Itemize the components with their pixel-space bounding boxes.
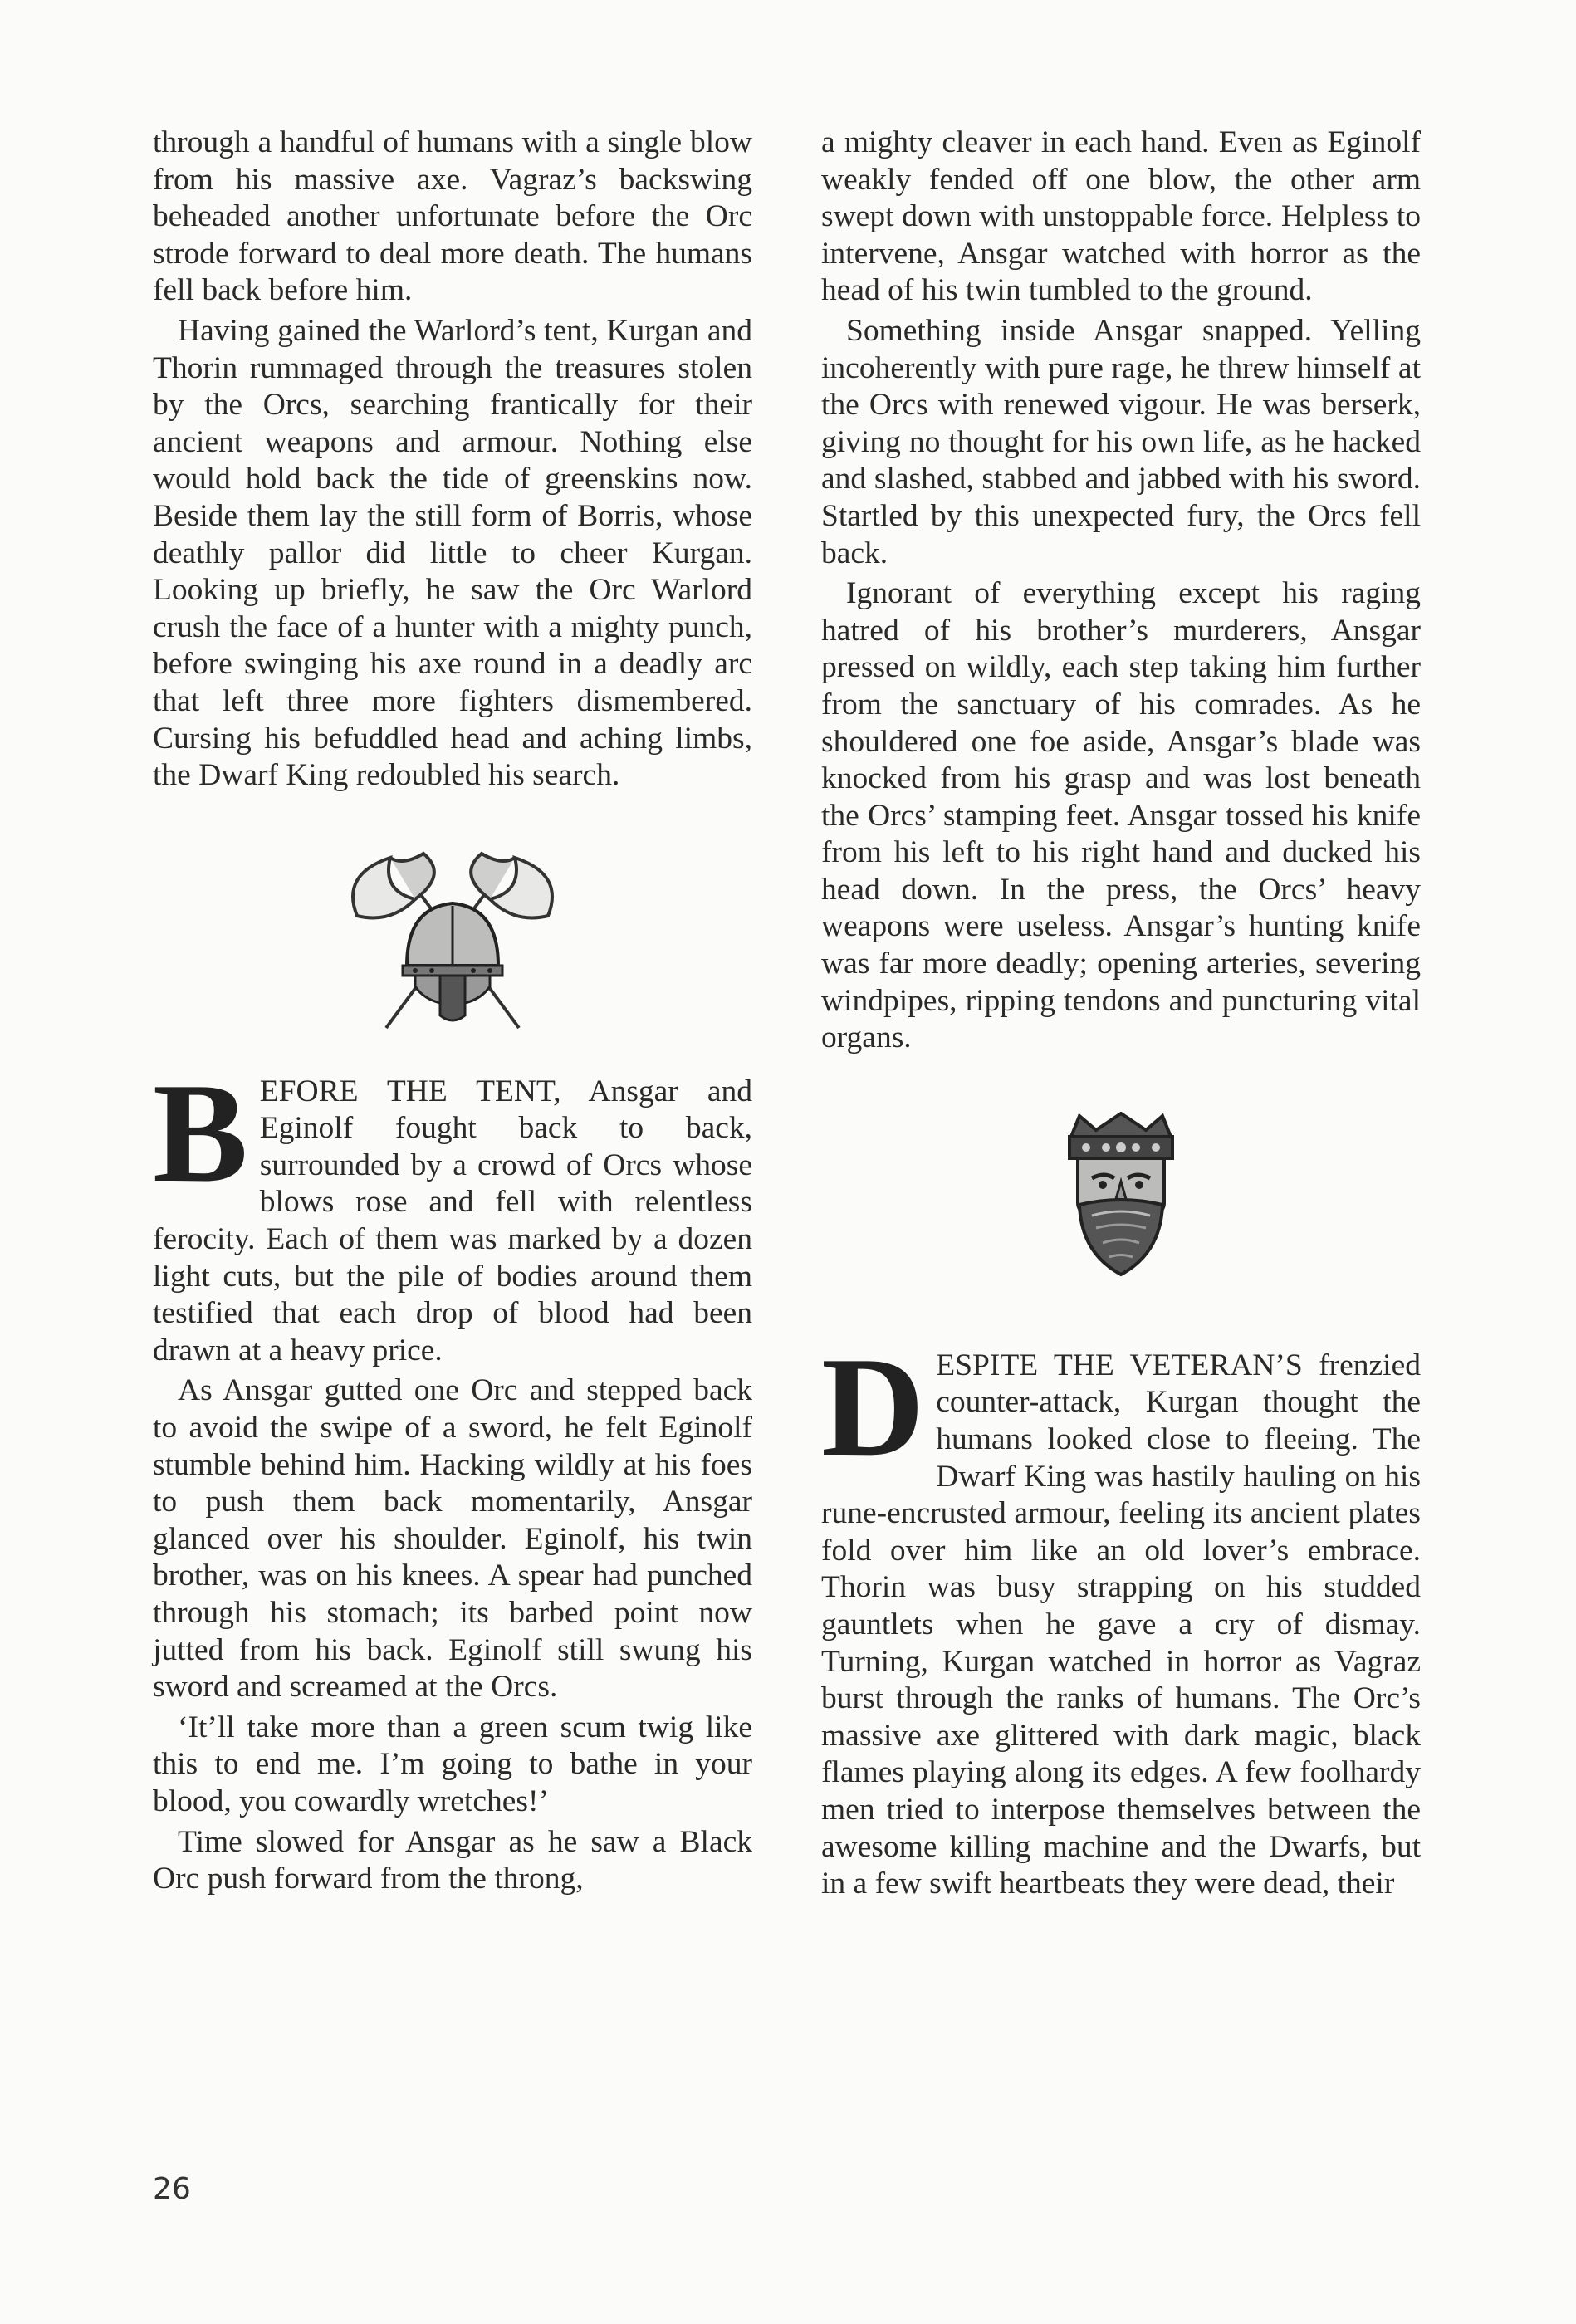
paragraph: Having gained the Warlord’s tent, Kurgan and Thorin rummaged through the treasures stolen by the Orcs, searching frantically for their ancient weapons and armour. Nothing else would hold back the tide of greenskins now. Beside them lay the still form of Borris, whose deathly pallor did little to cheer Kurgan. Looking up briefly, he saw the Orc Warlord crush the face of a hunter with a mighty punch, before swinging his axe round in a deadly arc that left three more fighters dismembered. Cursing his befuddled head and aching limbs, the Dwarf King redoubled his search. xyxy=(153,313,752,793)
page-number: 26 xyxy=(153,2172,191,2206)
bearded-dwarf-head-icon xyxy=(1055,1112,1187,1278)
right-column xyxy=(821,125,1421,1906)
small-caps-lead: ESPITE THE VETERAN’S xyxy=(936,1348,1303,1382)
paragraph: ‘It’ll take more than a green scum twig like this to end me. I’m going to bathe in your blood, you cowardly wretches!’ xyxy=(153,1710,752,1818)
drop-cap: B xyxy=(153,1054,248,1212)
paragraph: through a handful of humans with a single blow from his massive axe. Vagraz’s backswing beheaded another unfortunate before the Orc strode forward to deal more death. The humans fell back before him. xyxy=(153,125,752,308)
paragraph: As Ansgar gutted one Orc and stepped back to avoid the swipe of a sword, he felt Eginolf stumble behind him. Hacking wildly at his foes to push them back momentarily, Ansgar glanced over his shoulder. Eginolf, his twin brother, was on his knees. A spear had punched through his stomach; its barbed point now jutted from his back. Eginolf still swung his sword and screamed at the Orcs. xyxy=(153,1373,752,1705)
paragraph: Something inside Ansgar snapped. Yelling incoherently with pure rage, he threw himself at the Orcs with renewed vigour. He was berserk, giving no thought for his own life, as he hacked and slashed, stabbed and jabbed with his sword. Startled by this unexpected fury, the Orcs fell back. xyxy=(821,313,1421,570)
paragraph-with-dropcap xyxy=(153,1054,752,1370)
paragraph: Time slowed for Ansgar as he saw a Black Orc push forward from the throng, xyxy=(153,1824,752,1896)
drop-cap: D xyxy=(821,1328,925,1486)
left-column xyxy=(153,125,752,1901)
paragraph-text: frenzied counter-attack, Kurgan thought the humans looked close to fleeing. The Dwarf King was hastily hauling on his rune-encrusted armour, feeling its ancient plates fold over him like an old lover’s embrace. Thorin was busy strapping on his studded gauntlets when he gave a cry of dismay. Turning, Kurgan watched in horror as Vagraz burst through the ranks of humans. The Orc’s massive axe glittered with dark magic, black flames playing along its edges. A few foolhardy men tried to interpose themselves between the awesome killing machine and the Dwarfs, but in a few swift heartbeats they were dead, their xyxy=(821,1348,1421,1901)
crossed-axes-helmet-icon xyxy=(324,849,581,1040)
paragraph-with-dropcap xyxy=(821,1328,1421,1903)
paragraph-text: Ansgar and Eginolf fought back to back, surrounded by a crowd of Orcs whose blows rose and fell with relentless ferocity. Each of them was marked by a dozen light cuts, but the pile of bodies around them testified that each drop of blood had been drawn at a heavy price. xyxy=(153,1074,752,1367)
paragraph: Ignorant of everything except his raging hatred of his brother’s murderers, Ansgar pressed on wildly, each step taking him further from the sanctuary of his comrades. As he shouldered one foe aside, Ansgar’s blade was knocked from his grasp and was lost beneath the Orcs’ stamping feet. Ansgar tossed his knife from his left to his right hand and ducked his head down. In the press, the Orcs’ heavy weapons were useless. Ansgar’s hunting knife was far more deadly; opening arteries, severing windpipes, ripping tendons and puncturing vital organs. xyxy=(821,576,1421,1055)
paragraph: a mighty cleaver in each hand. Even as Eginolf weakly fended off one blow, the other arm swept down with unstoppable force. Helpless to intervene, Ansgar watched with horror as the head of his twin tumbled to the ground. xyxy=(821,125,1421,308)
small-caps-lead: EFORE THE TENT, xyxy=(259,1074,561,1108)
